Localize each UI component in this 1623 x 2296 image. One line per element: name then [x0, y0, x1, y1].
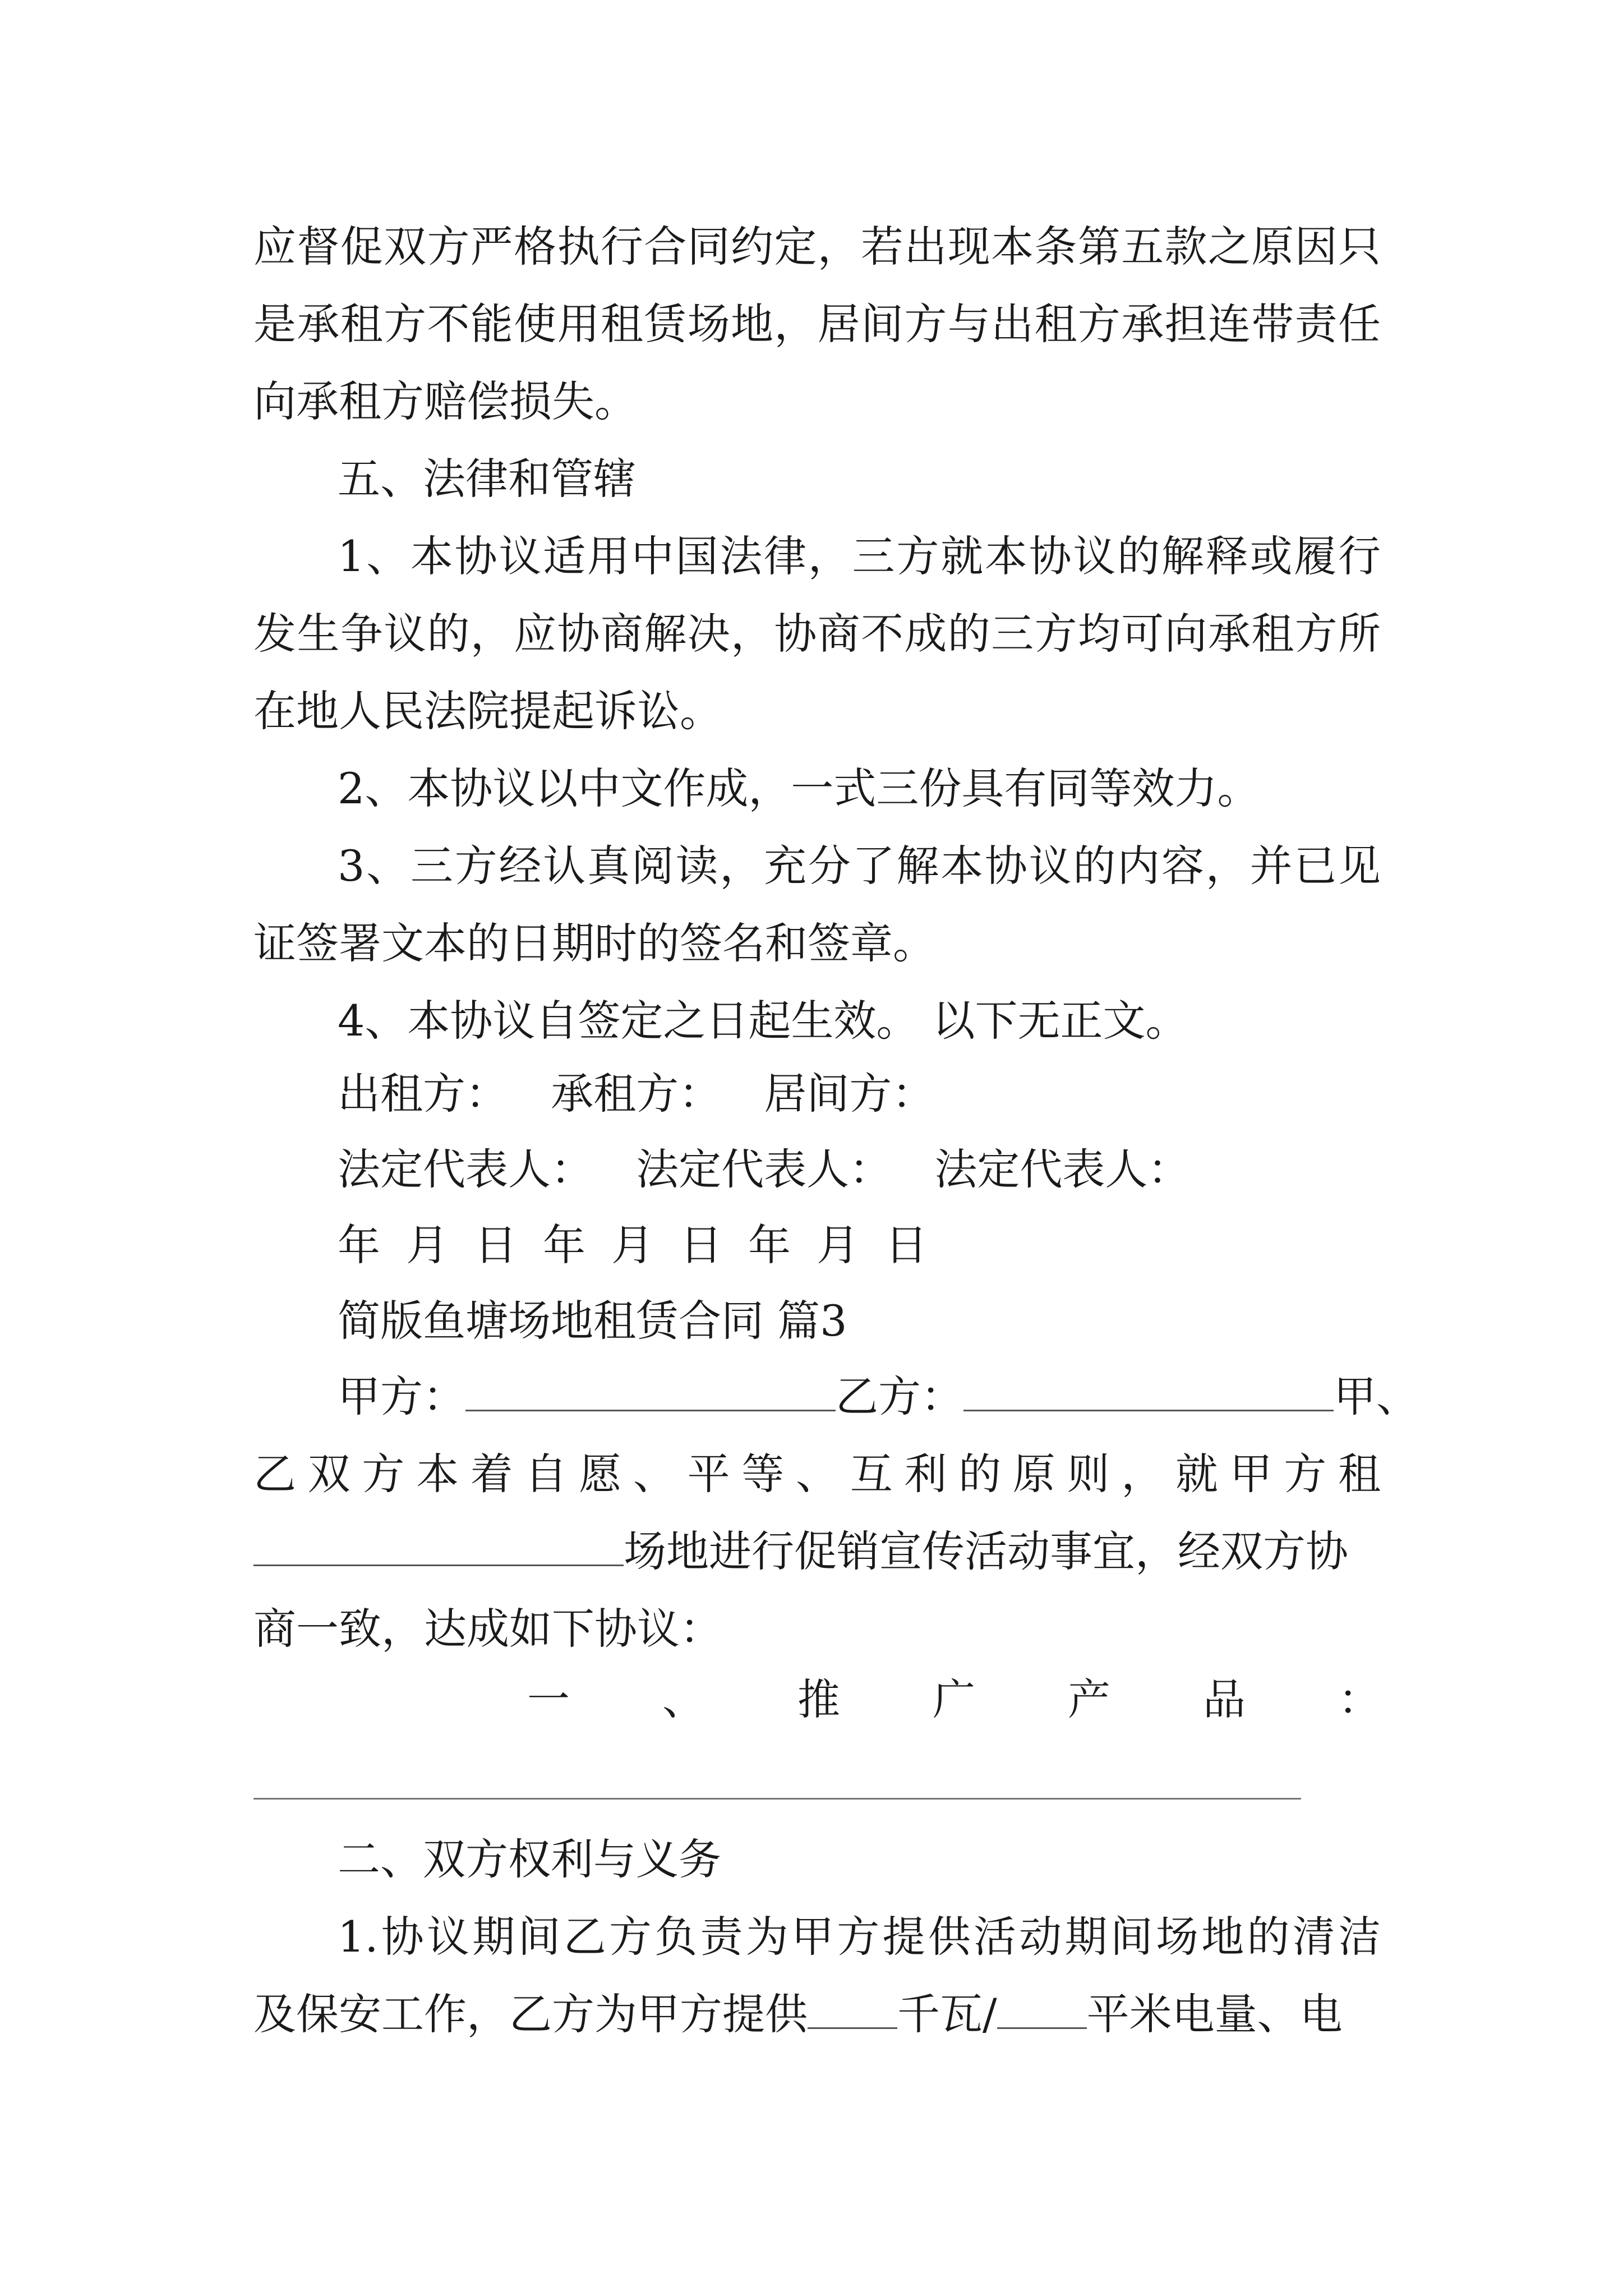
- party-b-blank: [963, 1375, 1334, 1411]
- paragraph-line: 乙双方本着自愿、平等、互利的原则，就甲方租: [253, 1449, 1381, 1499]
- venue-blank: [253, 1530, 624, 1566]
- paragraph-line: 1、本协议适用中国法律，三方就本协议的解释或履行: [338, 531, 1381, 581]
- heading-char: 一: [527, 1674, 570, 1724]
- date-char: 日: [680, 1220, 722, 1270]
- square-meter-blank: [997, 1993, 1087, 2029]
- venue-line: [253, 1512, 1381, 1591]
- date-char: 年: [543, 1220, 585, 1270]
- paragraph-line: 3、三方经认真阅读，充分了解本协议的内容，并已见: [338, 841, 1381, 891]
- party-a-blank: [465, 1375, 836, 1411]
- power-line: [253, 1975, 1381, 2054]
- heading-char: 推: [797, 1674, 840, 1724]
- signature-dates-row: [338, 1206, 953, 1285]
- paragraph-line: 向承租方赔偿损失。: [253, 376, 637, 426]
- paragraph-fragment: 及保安工作，乙方为甲方提供: [253, 1989, 808, 2039]
- date-char: 年: [748, 1220, 791, 1270]
- heading-char: 广: [933, 1674, 975, 1724]
- date-char: 月: [611, 1220, 654, 1270]
- kilowatt-blank: [808, 1993, 897, 2029]
- date-char: 年: [338, 1220, 380, 1270]
- date-char: 月: [817, 1220, 859, 1270]
- heading-char: 品: [1203, 1674, 1246, 1724]
- paragraph-line: 商一致，达成如下协议：: [253, 1604, 722, 1654]
- fill-in-blank-rule: [253, 1798, 1301, 1800]
- signature-reps-row: [338, 1130, 1219, 1209]
- party-a-label: 甲方：: [338, 1372, 465, 1421]
- paragraph-line: 是承租方不能使用租赁场地，居间方与出租方承担连带责任: [253, 299, 1381, 349]
- paragraph-line: 应督促双方严格执行合同约定，若出现本条第五款之原因只: [253, 222, 1381, 272]
- legal-rep-label: 法定代表人：: [636, 1144, 892, 1194]
- paragraph-line: 1.协议期间乙方负责为甲方提供活动期间场地的清洁: [338, 1912, 1381, 1962]
- legal-rep-label: 法定代表人：: [934, 1144, 1191, 1194]
- signature-parties-row: [338, 1055, 963, 1133]
- paragraph-line: 在地人民法院提起诉讼。: [253, 686, 722, 736]
- section-heading: 五、法律和管辖: [338, 454, 636, 504]
- lessee-label: 承租方：: [551, 1069, 722, 1119]
- intermediary-label: 居间方：: [764, 1069, 935, 1119]
- date-char: 月: [406, 1220, 449, 1270]
- lessor-label: 出租方：: [338, 1069, 508, 1119]
- paragraph-line: 证签署文本的日期时的签名和签章。: [253, 918, 935, 968]
- date-char: 日: [885, 1220, 928, 1270]
- paragraph-fragment: 甲、: [1334, 1372, 1419, 1421]
- paragraph-fragment: 千瓦/: [897, 1989, 997, 2039]
- paragraph-line: 2、本协议以中文作成，一式三份具有同等效力。: [338, 763, 1260, 813]
- section-heading-promoted-product: [527, 1660, 1381, 1739]
- contract-title: 简版鱼塘场地租赁合同 篇3: [338, 1296, 847, 1346]
- date-char: 日: [474, 1220, 517, 1270]
- paragraph-line: 发生争议的，应协商解决，协商不成的三方均可向承租方所: [253, 609, 1381, 659]
- paragraph-line: 4、本协议自签定之日起生效。 以下无正文。: [338, 996, 1188, 1046]
- parties-line: [338, 1358, 1419, 1436]
- heading-char: ：: [1338, 1674, 1381, 1724]
- heading-char: 产: [1068, 1674, 1110, 1724]
- section-heading: 二、双方权利与义务: [338, 1834, 721, 1884]
- party-b-label: 乙方：: [836, 1372, 963, 1421]
- paragraph-fragment: 平米电量、电: [1086, 1989, 1343, 2039]
- paragraph-fragment: 场地进行促销宣传活动事宜，经双方协: [624, 1526, 1348, 1576]
- heading-char: 、: [662, 1674, 705, 1724]
- legal-rep-label: 法定代表人：: [338, 1144, 593, 1194]
